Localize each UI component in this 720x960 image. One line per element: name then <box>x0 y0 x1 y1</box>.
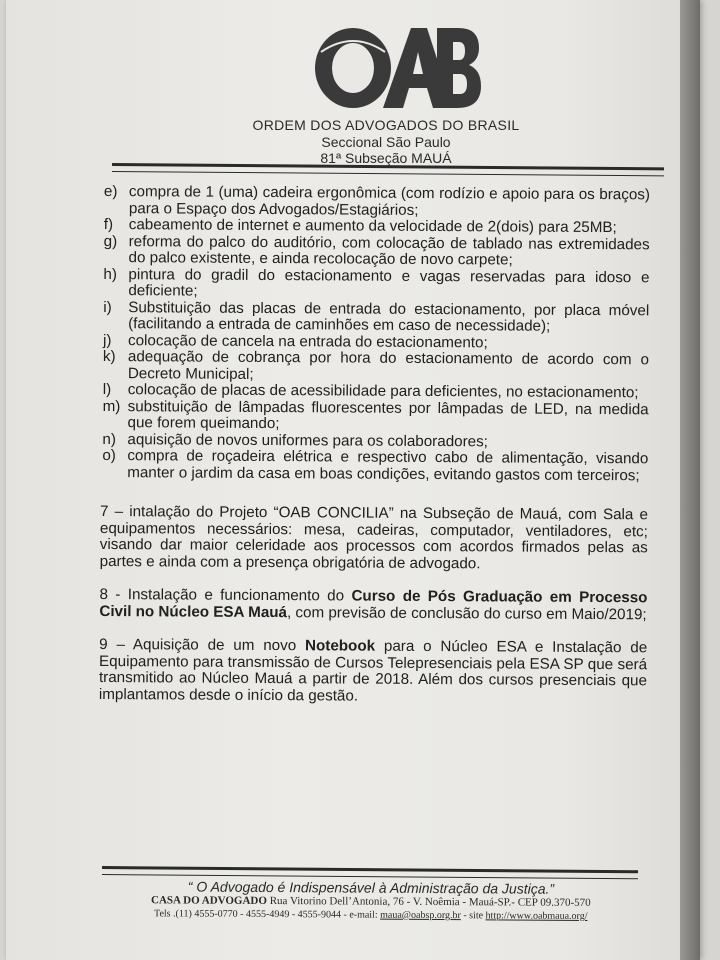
item-letter: g) <box>103 232 118 250</box>
item-text: compra de 1 (uma) cadeira ergonômica (com rodízio e apoio para os braços) para o Espaço dos Advogados/Estagiários; <box>128 183 650 219</box>
list-item <box>102 184 650 220</box>
paragraph-8-rest: , com previsão de conclusão do curso em Maio/2019; <box>286 603 647 623</box>
footer <box>106 878 636 923</box>
list-item <box>101 299 649 335</box>
footer-motto: “ O Advogado é Indispensável à Administração da Justiça.” <box>187 878 555 897</box>
item-letter: i) <box>103 298 112 316</box>
paragraph-9-bold: Notebook <box>304 637 376 655</box>
item-letter: l) <box>102 381 112 399</box>
item-letter: m) <box>102 397 121 415</box>
item-text: cabeamento de internet e aumento da velocidade de 2(dois) para 25MB; <box>128 216 617 237</box>
footer-address-street: Rua Vitorino Dell’Antonia, 76 - V. Noêmia - Mauá-SP.- CEP 09.370-570 <box>266 894 591 909</box>
paragraph-8-intro: 8 - Instalação e funcionamento do <box>99 585 352 605</box>
footer-divider <box>102 866 638 879</box>
item-text: aquisição de novos uniformes para os colaboradores; <box>127 430 488 450</box>
paragraph-8-bold: Curso de Pós Graduação em Processo Civil no Núcleo ESA Mauá <box>99 587 648 621</box>
paragraph-7: 7 – intalação do Projeto “OAB CONCILIA” na Subseção de Mauá, com Sala e equipamentos necessários: mesa, cadeiras, computador, ventiladores, etc; visando dar maior celeridade aos processos com acordos firmados pelas as partes e ainda com a presença obrigatória de advogado. <box>99 502 649 572</box>
list-item <box>101 266 649 302</box>
section-name: Seccional São Paulo <box>321 134 451 150</box>
list-item <box>100 448 648 484</box>
footer-phones: Tels .(11) 4555-0770 - 4555-4949 - 4555-9044 - e-mail: <box>154 908 381 921</box>
document-page <box>6 0 700 960</box>
item-list <box>100 184 650 484</box>
list-item <box>101 349 649 385</box>
footer-email-link[interactable]: maua@oabsp.org.br <box>380 909 461 922</box>
item-letter: k) <box>102 348 116 366</box>
item-text: adequação de cobrança por hora do estacionamento de acordo com o Decreto Municipal; <box>127 348 649 383</box>
document-body <box>99 184 650 706</box>
item-text: Substituição das placas de entrada do estacionamento, por placa móvel (facilitando a entrada de caminhões em caso de necessidade); <box>128 298 650 335</box>
footer-site-label: - site <box>460 910 486 922</box>
footer-contacts <box>106 907 636 923</box>
item-text: colocação de placas de acessibilidade para deficientes, no estacionamento; <box>127 381 639 402</box>
list-item <box>101 233 649 269</box>
item-text: substituição de lâmpadas fluorescentes por lâmpadas de LED, na medida que forem queimando; <box>127 397 649 433</box>
subsection-name: 81ª Subseção MAUÁ <box>320 150 452 166</box>
item-text: reforma do palco do auditório, com colocação de tablado nas extremidades do palco existente, e ainda recolocação de novo carpete; <box>128 232 650 269</box>
item-letter: e) <box>103 183 118 201</box>
footer-site-link[interactable]: http://www.oabmaua.org/ <box>485 910 588 922</box>
item-letter: j) <box>102 331 112 349</box>
item-letter: h) <box>103 265 118 283</box>
item-letter: o) <box>102 447 116 465</box>
org-name: ORDEM DOS ADVOGADOS DO BRASIL <box>252 117 520 133</box>
item-text: compra de roçadeira elétrica e respectivo cabo de alimentação, visando manter o jardim da casa em boas condições, evitando gastos com terceiros; <box>127 447 649 484</box>
item-text: colocação de cancela na entrada do estacionamento; <box>127 331 488 351</box>
footer-address-name: CASA DO ADVOGADO <box>151 894 267 907</box>
item-text: pintura do gradil do estacionamento e vagas reservadas para idoso e deficiente; <box>128 265 650 300</box>
paragraph-9-rest: para o Núcleo ESA e Instalação de Equipamento para transmissão de Cursos Telepresenciais pela ESA SP que será transmitido ao Núcleo Mauá a partir de 2018. Além dos cursos presenciais que implantamos desde o início da gestão. <box>98 637 648 705</box>
item-letter: n) <box>102 430 117 448</box>
header-divider <box>112 163 664 176</box>
background-edge <box>680 0 700 960</box>
paragraph-8 <box>99 587 647 623</box>
paragraph-9 <box>99 637 647 706</box>
item-letter: f) <box>103 216 114 234</box>
oab-logo <box>311 22 481 114</box>
paragraph-9-intro: 9 – Aquisição de um novo <box>99 635 306 655</box>
list-item <box>100 398 648 434</box>
